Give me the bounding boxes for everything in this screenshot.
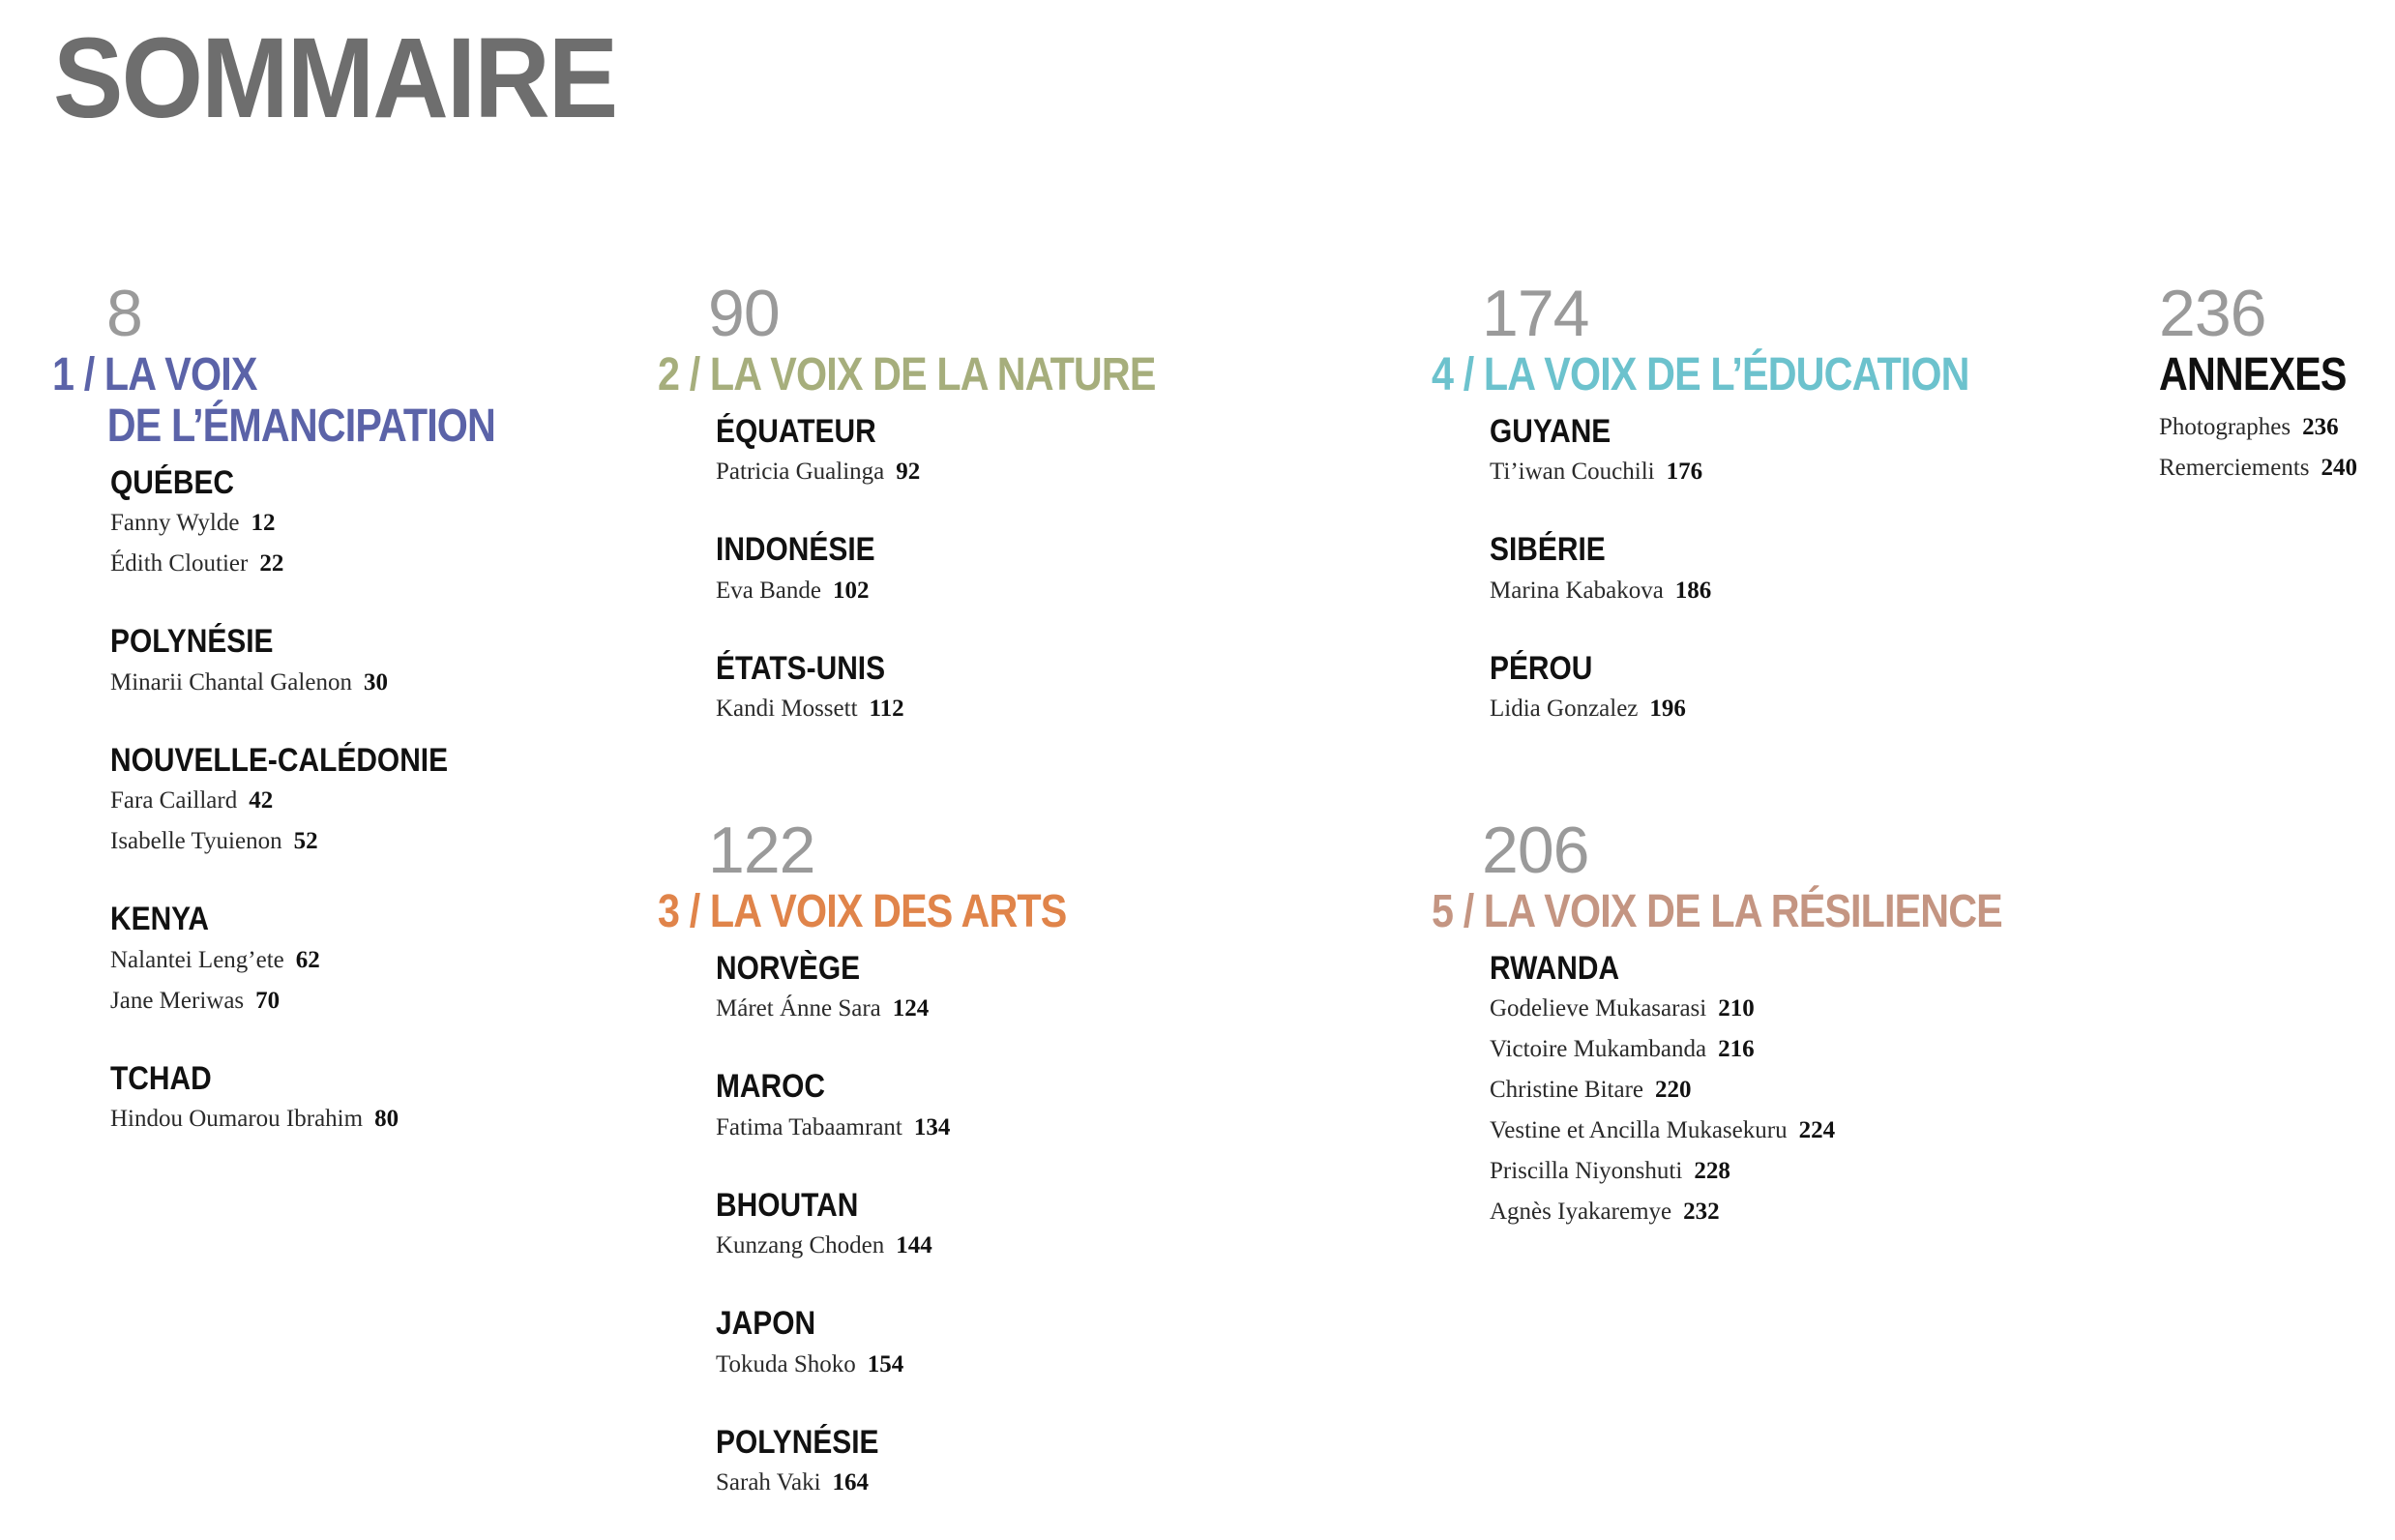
entry-name: Kunzang Choden [716,1232,885,1259]
entry-name: Agnès Iyakaremye [1490,1199,1672,1226]
entry-name: Nalantei Leng’ete [110,946,284,973]
entry-page: 228 [1694,1158,1730,1185]
entry-page: 186 [1674,577,1712,604]
entry-name: Máret Ánne Sara [716,995,881,1022]
section-title [52,350,495,453]
section-resilience [1432,814,2095,1269]
entry-page: 240 [2321,454,2357,481]
country-name: JAPON [716,1305,816,1343]
country-name: NORVÈGE [716,949,861,987]
entry-page: 144 [896,1232,932,1259]
toc-entry[interactable] [110,503,568,544]
entry-page: 102 [832,577,870,604]
section-title-line2: DE L’ÉMANCIPATION [106,400,496,452]
country-list [1432,411,2056,730]
toc-entry[interactable] [1490,689,2056,729]
toc-entry[interactable] [1490,1070,2095,1111]
entry-name: Remerciements [2159,454,2310,481]
entry-name: Kandi Mossett [716,696,858,723]
entry-page: 124 [892,995,930,1022]
toc-entry[interactable] [1490,452,2056,492]
entry-page: 210 [1718,995,1755,1022]
country-name: INDONÉSIE [716,531,875,569]
country-name: BHOUTAN [716,1186,859,1224]
entry-name: Sarah Vaki [716,1469,821,1496]
country-group [1490,529,2056,611]
toc-entry[interactable] [2159,448,2377,489]
toc-entry[interactable] [2159,407,2377,448]
entry-page: 112 [869,696,904,723]
section-title-line1: 1 / LA VOIX [52,349,257,400]
entry-page: 70 [255,987,281,1014]
entry-page: 196 [1649,696,1686,723]
entry-name: Fanny Wylde [110,510,240,537]
toc-entry[interactable] [1490,1029,2095,1070]
toc-entry[interactable] [1490,1151,2095,1192]
entry-name: Eva Bande [716,577,821,604]
toc-entry[interactable] [1490,571,2056,611]
country-group [716,529,1236,611]
country-name: KENYA [110,901,209,938]
country-name: ÉQUATEUR [716,412,876,450]
entry-name: Lidia Gonzalez [1490,696,1639,723]
country-group [110,899,568,1022]
entry-name: Isabelle Tyuienon [110,828,282,855]
section-page-number: 206 [1482,814,1589,887]
entry-name: Fara Caillard [110,787,238,814]
toc-entry[interactable] [110,544,568,584]
section-page-number: 90 [708,277,780,350]
section-title [1432,887,2002,938]
country-group [110,740,568,863]
entry-name: Christine Bitare [1490,1077,1643,1104]
country-group [1490,411,2056,493]
section-title [2159,350,2347,401]
toc-entry[interactable] [716,1226,1133,1266]
country-list [52,462,568,1140]
entry-name: Jane Meriwas [110,987,245,1014]
entry-page: 52 [293,828,318,855]
country-group [110,462,568,585]
entry-name: Marina Kabakova [1490,577,1664,604]
section-page-number: 8 [106,277,142,350]
entry-page: 42 [249,787,274,814]
toc-entry[interactable] [110,781,568,821]
section-title [658,350,1156,401]
section-page-number: 174 [1482,277,1589,350]
country-group [110,621,568,703]
section-arts [658,814,1133,1540]
entry-page: 154 [867,1350,904,1377]
entry-page: 80 [374,1106,399,1133]
toc-entry[interactable] [110,1099,568,1140]
entry-page: 92 [896,459,921,486]
country-name: POLYNÉSIE [716,1423,879,1461]
toc-entry[interactable] [110,663,568,703]
entry-name: Priscilla Niyonshuti [1490,1158,1683,1185]
entry-name: Minarii Chantal Galenon [110,668,352,696]
country-name: GUYANE [1490,412,1611,450]
toc-entry[interactable] [716,989,1133,1029]
entry-page: 164 [832,1469,870,1496]
country-group [716,1185,1133,1267]
country-list [658,948,1133,1504]
toc-entry[interactable] [110,940,568,981]
section-title-line1: 3 / LA VOIX DES ARTS [658,886,1067,937]
toc-entry[interactable] [110,821,568,862]
entry-name: Édith Cloutier [110,550,249,578]
country-group [716,648,1236,730]
section-page-number: 122 [708,814,815,887]
toc-entry[interactable] [1490,1111,2095,1151]
entry-page: 232 [1683,1199,1720,1226]
country-name: ÉTATS-UNIS [716,649,886,687]
toc-entry[interactable] [716,571,1236,611]
section-title [658,887,1066,938]
country-name: TCHAD [110,1059,212,1097]
annex-list [2159,407,2377,489]
toc-entry[interactable] [716,452,1236,492]
entry-page: 216 [1718,1036,1755,1063]
entry-name: Patricia Gualinga [716,459,885,486]
entry-page: 12 [251,510,276,537]
country-list [1432,948,2095,1233]
country-name: QUÉBEC [110,463,235,501]
entry-name: Godelieve Mukasarasi [1490,995,1707,1022]
country-group [1490,948,2095,1233]
section-title-line1: 2 / LA VOIX DE LA NATURE [658,349,1156,400]
entry-name: Ti’iwan Couchili [1490,459,1655,486]
entry-name: Photographes [2159,413,2292,440]
section-title [1432,350,1969,401]
section-annexes [2159,277,2377,489]
toc-entry[interactable] [716,1345,1133,1385]
toc-entry[interactable] [1490,989,2095,1029]
country-name: POLYNÉSIE [110,623,274,661]
entry-name: Fatima Tabaamrant [716,1113,902,1140]
entry-name: Tokuda Shoko [716,1350,856,1377]
section-education [1432,277,2056,766]
country-group [716,411,1236,493]
section-page-number: 236 [2159,277,2266,350]
country-name: RWANDA [1490,949,1620,987]
country-name: MAROC [716,1068,826,1106]
toc-entry[interactable] [716,1108,1133,1148]
toc-entry[interactable] [1490,1192,2095,1232]
page-title: SOMMAIRE [53,15,617,142]
entry-page: 236 [2302,413,2339,440]
country-list [658,411,1236,730]
country-group [716,1422,1133,1504]
country-group [1490,648,2056,730]
section-title-line1: 5 / LA VOIX DE LA RÉSILIENCE [1432,886,2002,937]
toc-entry[interactable] [716,1463,1133,1503]
entry-page: 220 [1655,1077,1692,1104]
entry-name: Hindou Oumarou Ibrahim [110,1106,364,1133]
country-name: NOUVELLE-CALÉDONIE [110,741,449,779]
section-nature [658,277,1236,766]
country-group [716,1066,1133,1148]
country-group [716,1303,1133,1385]
entry-name: Victoire Mukambanda [1490,1036,1707,1063]
entry-page: 176 [1666,459,1703,486]
toc-entry[interactable] [716,689,1236,729]
entry-page: 22 [259,550,284,578]
country-name: SIBÉRIE [1490,531,1606,569]
entry-page: 62 [295,946,320,973]
country-name: PÉROU [1490,649,1593,687]
section-title-line1: 4 / LA VOIX DE L’ÉDUCATION [1432,349,1969,400]
annexes-title: ANNEXES [2159,349,2347,400]
entry-name: Vestine et Ancilla Mukasekuru [1490,1117,1788,1144]
country-group [110,1058,568,1140]
section-emancipation [52,277,568,1176]
toc-entry[interactable] [110,981,568,1022]
entry-page: 224 [1798,1117,1836,1144]
entry-page: 134 [913,1113,951,1140]
entry-page: 30 [363,668,388,696]
country-group [716,948,1133,1030]
